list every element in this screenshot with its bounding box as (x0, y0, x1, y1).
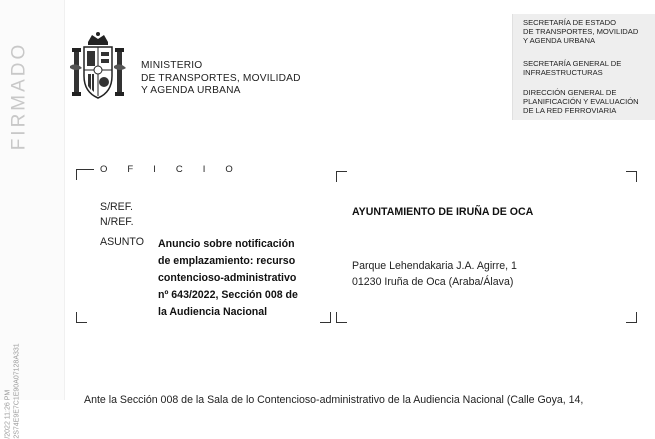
ministry-line: Y AGENDA URBANA (141, 85, 241, 96)
asunto-text (158, 236, 326, 321)
asunto-line: Anuncio sobre notificación (158, 238, 295, 250)
firmado-stamp (0, 36, 38, 156)
frame-corner-top-left (76, 169, 87, 180)
address-line: Parque Lehendakaria J.A. Agirre, 1 (352, 260, 517, 272)
signature-hash: 2S74E9E7C1E90A07128A331 (14, 343, 22, 439)
secretaria-general (523, 59, 621, 77)
department-line: DE TRANSPORTES, MOVILIDAD (523, 27, 639, 36)
department-line: INFRAESTRUCTURAS (523, 68, 603, 77)
references (100, 200, 134, 230)
firmado-text: FIRMADO (8, 41, 30, 151)
coat-of-arms-icon (66, 30, 130, 104)
secretaria-estado (523, 18, 638, 45)
department-line: SECRETARÍA DE ESTADO (523, 18, 616, 27)
department-line: SECRETARÍA GENERAL DE (523, 59, 622, 68)
ministry-line: DE TRANSPORTES, MOVILIDAD (141, 72, 301, 84)
department-box (512, 14, 655, 120)
frame-corner-bottom-left (76, 312, 87, 323)
window-corner-top-right (626, 171, 637, 182)
recipient-name: AYUNTAMIENTO DE IRUÑA DE OCA (352, 206, 534, 218)
signature-metadata (0, 258, 28, 439)
window-corner-bottom-left (336, 312, 347, 323)
signature-date: /2022 11:26 PM (5, 389, 13, 439)
oficio-label: OFICIO (100, 164, 253, 175)
window-corner-bottom-right (626, 312, 637, 323)
department-line: PLANIFICACIÓN Y EVALUACIÓN (523, 97, 639, 106)
department-line: DIRECCIÓN GENERAL DE (523, 88, 617, 97)
direccion-general (523, 88, 639, 115)
asunto-label: ASUNTO (100, 236, 144, 248)
frame-tick (86, 169, 94, 170)
body-paragraph: Ante la Sección 008 de la Sala de lo Contencioso-administrativo de la Audiencia Nacional (Calle Goya, 14, (84, 394, 584, 406)
sref-label: S/REF. (100, 201, 133, 213)
asunto-line: contencioso-administrativo (158, 272, 297, 284)
asunto-line: la Audiencia Nacional (158, 306, 268, 318)
window-corner-top-left (336, 171, 347, 182)
department-line: DE LA RED FERROVIARIA (523, 106, 617, 115)
ministry-line: MINISTERIO (141, 60, 203, 71)
recipient-address (352, 258, 517, 290)
asunto-line: nº 643/2022, Sección 008 de (158, 289, 298, 301)
nref-label: N/REF. (100, 216, 134, 228)
address-line: 01230 Iruña de Oca (Araba/Álava) (352, 276, 514, 288)
asunto-line: de emplazamiento: recurso (158, 255, 296, 267)
ministry-name (141, 60, 301, 98)
department-line: Y AGENDA URBANA (523, 36, 596, 45)
